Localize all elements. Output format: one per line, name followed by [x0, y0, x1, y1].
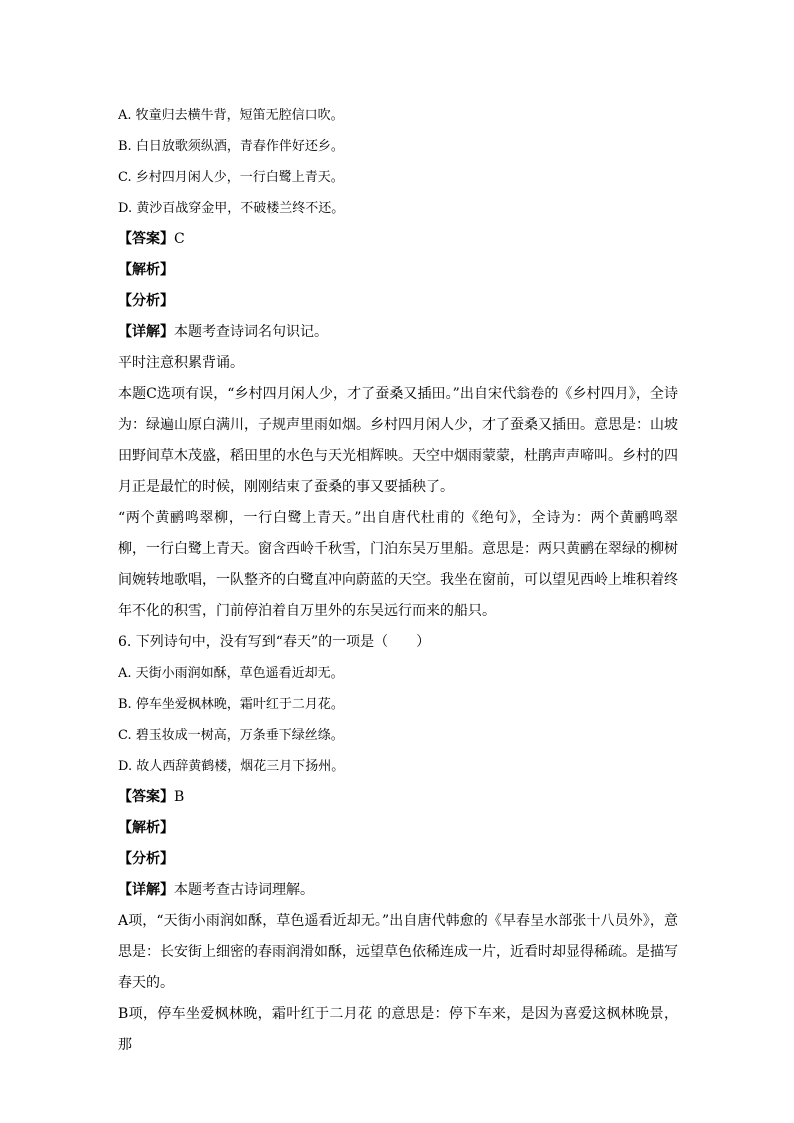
q5-detail	[118, 317, 678, 348]
q6-option-a: A. 天街小雨润如酥，草色遥看近却无。	[118, 666, 344, 681]
q6-explanation-b: B项，停车坐爱枫林晚，霜叶红于二月花 的意思是：停下车来，是因为喜爱这枫林晚景，那	[118, 1006, 678, 1053]
q5-option-b: B. 白日放歌须纵酒，青春作伴好还乡。	[118, 139, 344, 154]
fenxi-tag: 【分析】	[118, 293, 174, 309]
answer-tag: 【答案】	[118, 789, 174, 805]
q6-fenxi	[118, 844, 678, 875]
document-page	[118, 100, 678, 1061]
detail-text: 本题考查诗词名句识记。	[174, 324, 328, 340]
analysis-tag: 【解析】	[118, 262, 174, 278]
q6-option-c: C. 碧玉妆成一树高，万条垂下绿丝绦。	[118, 728, 344, 743]
detail-text: 本题考查古诗词理解。	[174, 882, 314, 898]
q6-stem: 6. 下列诗句中，没有写到“春天”的一项是（ ）	[118, 634, 431, 650]
answer-value: B	[174, 789, 185, 805]
detail-tag: 【详解】	[118, 324, 174, 340]
q6-option-d: D. 故人西辞黄鹤楼，烟花三月下扬州。	[118, 759, 345, 774]
fenxi-tag: 【分析】	[118, 851, 174, 867]
q5-answer	[118, 224, 678, 255]
q6-answer	[118, 782, 678, 813]
q5-option-d: D. 黄沙百战穿金甲，不破楼兰终不还。	[118, 201, 345, 216]
q6-explanation-a: A项，“天街小雨润如酥，草色遥看近却无。”出自唐代韩愈的《早春呈水部张十八员外》，意思是：长安街上细密的春雨润滑如酥，远望草色依稀连成一片，近看时却显得稀疏。是描写春天的。	[118, 913, 678, 991]
q6-option-b: B. 停车坐爱枫林晚，霜叶红于二月花。	[118, 697, 344, 712]
q5-explanation-1: 本题C选项有误，“乡村四月闲人少，才了蚕桑又插田。”出自宋代翁卷的《乡村四月》，全诗为：绿遍山原白满川，子规声里雨如烟。乡村四月闲人少，才了蚕桑又插田。意思是：山坡田野间草木茂盛，稻田里的水色与天光相辉映。天空中烟雨蒙蒙，杜鹃声声啼叫。乡村的四月正是最忙的时候，刚刚结束了蚕桑的事又要插秧了。	[118, 386, 678, 495]
detail-tag: 【详解】	[118, 882, 174, 898]
analysis-tag: 【解析】	[118, 820, 174, 836]
answer-tag: 【答案】	[118, 231, 174, 247]
answer-value: C	[174, 231, 185, 247]
q6-analysis	[118, 813, 678, 844]
q5-option-c: C. 乡村四月闲人少，一行白鹭上青天。	[118, 170, 344, 185]
q5-analysis	[118, 255, 678, 286]
q5-fenxi	[118, 286, 678, 317]
q5-explanation-2: “两个黄鹂鸣翠柳，一行白鹭上青天。”出自唐代杜甫的《绝句》，全诗为：两个黄鹂鸣翠柳，一行白鹭上青天。窗含西岭千秋雪，门泊东吴万里船。意思是：两只黄鹂在翠绿的柳树间婉转地歌唱，一队整齐的白鹭直冲向蔚蓝的天空。我坐在窗前，可以望见西岭上堆积着终年不化的积雪，门前停泊着自万里外的东吴远行而来的船只。	[118, 510, 678, 619]
q6-detail	[118, 875, 678, 906]
q5-note: 平时注意积累背诵。	[118, 355, 244, 371]
q5-option-a: A. 牧童归去横牛背，短笛无腔信口吹。	[118, 108, 344, 123]
